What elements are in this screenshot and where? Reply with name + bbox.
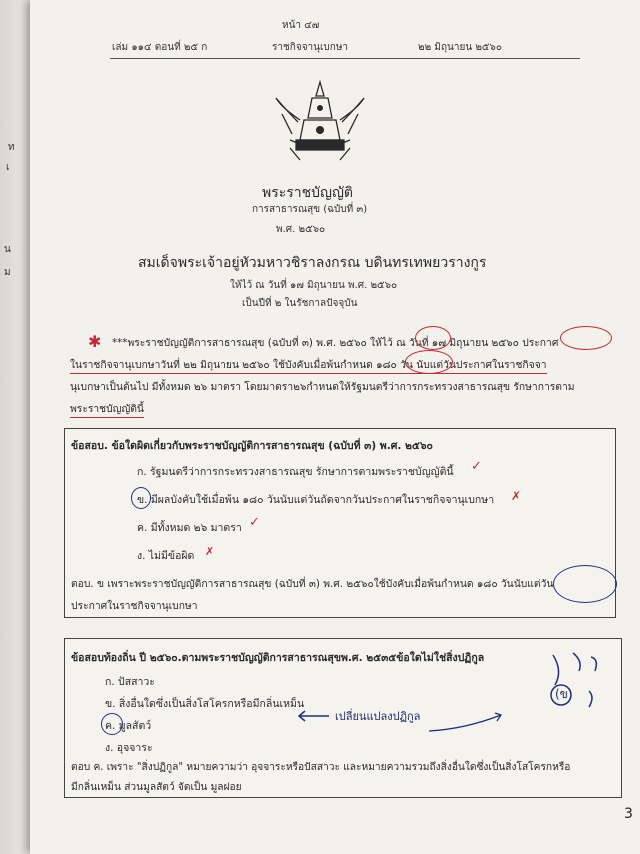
- edge-fragment: น: [4, 244, 11, 255]
- given-date: ให้ไว้ ณ วันที่ ๑๗ มิถุนายน พ.ศ. ๒๕๖๐: [230, 280, 398, 291]
- handwritten-note: เปลี่ยนแปลงปฏิกูล: [335, 710, 421, 723]
- edge-fragment: ม: [4, 267, 11, 278]
- quiz-box-2: [64, 638, 622, 798]
- gazette-name: ราชกิจจานุเบกษา: [272, 42, 349, 53]
- handwritten-arrow-icon: [425, 711, 505, 735]
- edge-fragment: เ: [6, 162, 10, 173]
- quiz2-question: ข้อสอบท้องถิ่น ปี ๒๕๖๐.ตามพระราชบัญญัติการสาธารณสุขพ.ศ. ๒๕๓๕ข้อใดไม่ใช่สิ่งปฏิกูล: [71, 652, 485, 664]
- document-page: [30, 0, 640, 854]
- gazette-date: ๒๒ มิถุนายน ๒๕๖๐: [418, 42, 502, 53]
- handwritten-side-note: (ข): [555, 687, 573, 701]
- adjacent-page-edge: [0, 0, 30, 854]
- quiz1-option-b: ข. มีผลบังคับใช้เมื่อพ้น ๑๘๐ วันนับแต่วันถัดจากวันประกาศในราชกิจจานุเบกษา: [137, 494, 495, 506]
- summary-line-4: พระราชบัญญัตินี้: [70, 400, 144, 418]
- act-year: พ.ศ. ๒๕๖๐: [276, 224, 326, 235]
- edge-fragment: ท: [8, 142, 15, 153]
- summary-line-1: ***พระราชบัญญัติการสาธารณสุข (ฉบับที่ ๓) พ.ศ. ๒๕๖๐ ให้ไว้ ณ วันที่ ๑๗ มิถุนายน ๒๕๖๐ ประกาศ: [112, 337, 559, 349]
- page-number: 3: [624, 806, 633, 822]
- cross-mark-icon: ✗: [511, 489, 522, 503]
- summary-line-3: นุเบกษาเป็นต้นไป มีทั้งหมด ๒๖ มาตรา โดยมาตรา๒๖กำหนดให้รัฐมนตรีว่าการกระทรวงสาธารณสุข รักษาการตาม: [70, 381, 575, 393]
- reign-year: เป็นปีที่ ๒ ในรัชกาลปัจจุบัน: [242, 298, 358, 309]
- handwritten-circle: [415, 326, 451, 350]
- cross-mark-icon: ✗: [205, 545, 215, 558]
- quiz2-option-d: ง. อุจจาระ: [105, 742, 153, 754]
- page-label: หน้า ๔๗: [282, 20, 320, 31]
- act-subject: การสาธารณสุข (ฉบับที่ ๓): [252, 204, 368, 215]
- quiz1-answer-line-1: ตอบ. ข เพราะพระราชบัญญัติการสาธารณสุข (ฉบับที่ ๓) พ.ศ. ๒๕๖๐ใช้บังคับเมื่อพ้นกำหนด ๑๘๐ วันนับแต่วัน: [71, 578, 554, 590]
- quiz1-option-d: ง. ไม่มีข้อผิด: [137, 550, 195, 562]
- quiz1-option-a: ก. รัฐมนตรีว่าการกระทรวงสาธารณสุข รักษาการตามพระราชบัญญัตินี้: [137, 466, 454, 478]
- handwritten-circle: [131, 487, 151, 509]
- quiz1-question: ข้อสอบ. ข้อใดผิดเกี่ยวกับพระราชบัญญัติการสาธารณสุข (ฉบับที่ ๓) พ.ศ. ๒๕๖๐: [71, 440, 433, 452]
- handwritten-circle: [553, 565, 617, 603]
- header-rule: [110, 58, 580, 59]
- handwritten-scribble: [543, 651, 613, 721]
- quiz2-answer-line-1: ตอบ ค. เพราะ "สิ่งปฏิกูล" หมายความว่า อุจจาระหรือปัสสาวะ และหมายความรวมถึงสิ่งอื่นใดซึ่งเป็นสิ่งโสโครกหรือ: [71, 762, 571, 773]
- summary-line-2: ในราชกิจจานุเบกษาวันที่ ๒๒ มิถุนายน ๒๕๖๐ ใช้บังคับเมื่อพ้นกำหนด ๑๘๐ วัน นับแต่วันประกาศในราชกิจจา: [70, 356, 547, 374]
- garuda-emblem-icon: [270, 78, 370, 168]
- quiz1-option-c: ค. มีทั้งหมด ๒๖ มาตรา: [137, 522, 242, 534]
- king-name: สมเด็จพระเจ้าอยู่หัวมหาวชิราลงกรณ บดินทรเทพยวรางกูร: [138, 255, 487, 271]
- quiz2-option-b: ข. สิ่งอื่นใดซึ่งเป็นสิ่งโสโครกหรือมีกลิ่นเหม็น: [105, 698, 305, 710]
- handwritten-circle: [101, 713, 123, 735]
- handwritten-circle: [405, 350, 453, 374]
- quiz2-option-c: ค. มูลสัตว์: [105, 720, 152, 732]
- quiz-box-1: [64, 428, 616, 618]
- check-mark-icon: ✓: [471, 459, 482, 474]
- arrow-left-icon: [295, 709, 331, 723]
- quiz2-answer-line-2: มีกลิ่นเหม็น ส่วนมูลสัตว์ จัดเป็น มูลฝอย: [71, 782, 242, 793]
- asterisk-mark-icon: ✱: [88, 332, 102, 351]
- handwritten-circle: [560, 326, 612, 350]
- quiz2-option-a: ก. ปัสสาวะ: [105, 676, 155, 688]
- act-title: พระราชบัญญัติ: [262, 185, 353, 201]
- check-mark-icon: ✓: [249, 515, 260, 530]
- gazette-volume: เล่ม ๑๑๔ ตอนที่ ๒๕ ก: [112, 42, 208, 53]
- quiz1-answer-line-2: ประกาศในราชกิจจานุเบกษา: [71, 600, 198, 612]
